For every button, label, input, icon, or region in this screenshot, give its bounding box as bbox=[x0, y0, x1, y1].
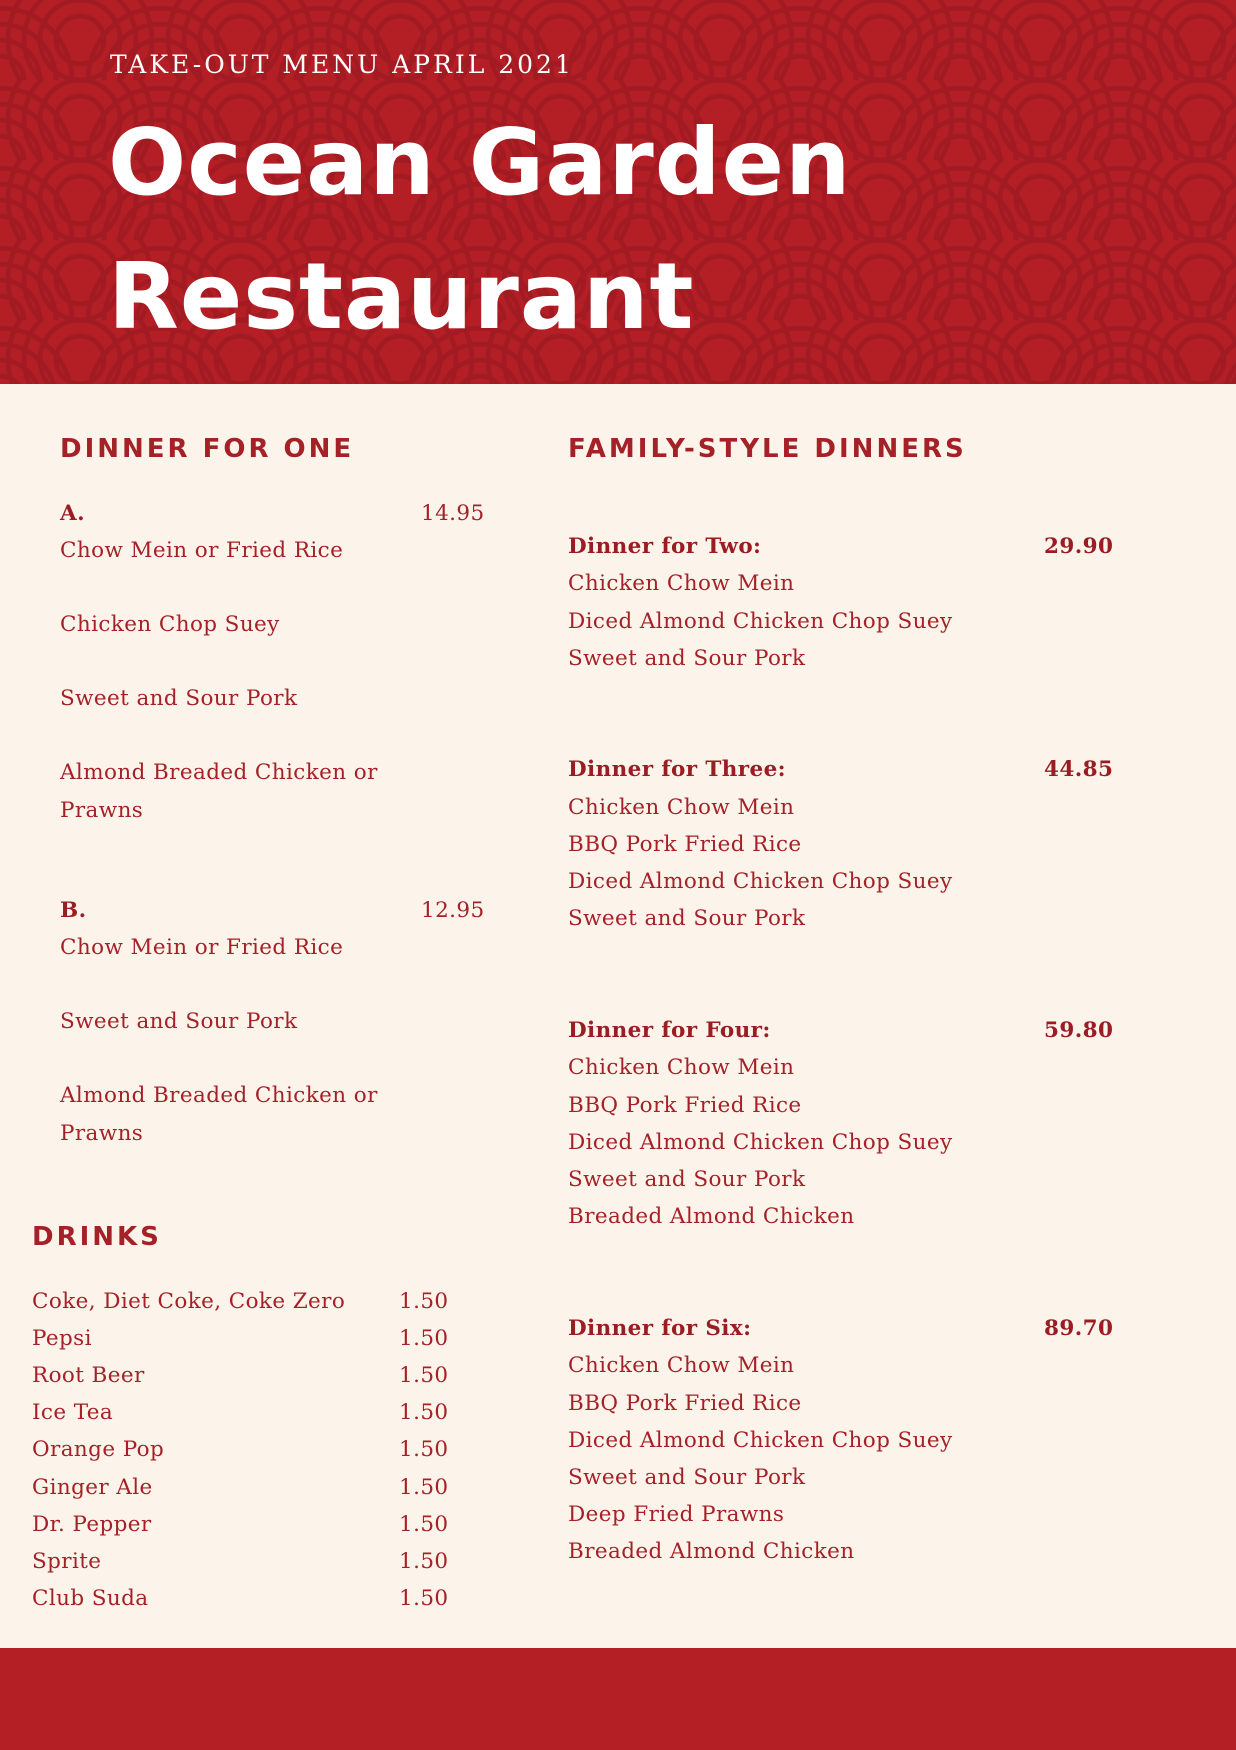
combo-b-price: 12.95 bbox=[421, 898, 485, 923]
dinner-for-six-item: Breaded Almond Chicken bbox=[568, 1539, 855, 1564]
dinner-for-four-label: Dinner for Four: bbox=[568, 1018, 771, 1043]
combo-b-item: Almond Breaded Chicken or bbox=[60, 1083, 378, 1108]
combo-a-price: 14.95 bbox=[421, 501, 485, 526]
dinner-for-six-price: 89.70 bbox=[1044, 1316, 1114, 1341]
dinner-for-six-item: BBQ Pork Fried Rice bbox=[568, 1391, 802, 1416]
restaurant-name-line-1: Ocean Garden bbox=[108, 109, 852, 216]
drink-name: Root Beer bbox=[32, 1363, 145, 1388]
combo-b-item: Sweet and Sour Pork bbox=[60, 1009, 298, 1034]
combo-a-item: Prawns bbox=[60, 798, 144, 823]
dinner-for-two-item: Diced Almond Chicken Chop Suey bbox=[568, 609, 953, 634]
drink-name: Dr. Pepper bbox=[32, 1512, 152, 1537]
dinner-for-one-heading: DINNER FOR ONE bbox=[60, 434, 355, 464]
dinner-for-four-item: Breaded Almond Chicken bbox=[568, 1204, 855, 1229]
drink-name: Ice Tea bbox=[32, 1400, 114, 1425]
drink-price: 1.50 bbox=[399, 1512, 449, 1537]
drink-name: Ginger Ale bbox=[32, 1475, 153, 1500]
dinner-for-four-price: 59.80 bbox=[1044, 1018, 1114, 1043]
drink-price: 1.50 bbox=[399, 1586, 449, 1611]
dinner-for-three-price: 44.85 bbox=[1044, 757, 1114, 782]
drink-price: 1.50 bbox=[399, 1549, 449, 1574]
drink-price: 1.50 bbox=[399, 1437, 449, 1462]
menu-date-subtitle: TAKE-OUT MENU APRIL 2021 bbox=[110, 50, 574, 79]
dinner-for-six-item: Deep Fried Prawns bbox=[568, 1502, 785, 1527]
combo-a-item: Sweet and Sour Pork bbox=[60, 686, 298, 711]
dinner-for-two-item: Chicken Chow Mein bbox=[568, 571, 795, 596]
drink-name: Coke, Diet Coke, Coke Zero bbox=[32, 1289, 346, 1314]
drink-price: 1.50 bbox=[399, 1475, 449, 1500]
drink-name: Pepsi bbox=[32, 1326, 92, 1351]
drink-name: Sprite bbox=[32, 1549, 102, 1574]
dinner-for-three-item: Diced Almond Chicken Chop Suey bbox=[568, 869, 953, 894]
combo-a-item: Almond Breaded Chicken or bbox=[60, 760, 378, 785]
drink-name: Club Suda bbox=[32, 1586, 149, 1611]
drink-name: Orange Pop bbox=[32, 1437, 165, 1462]
restaurant-name-line-2: Restaurant bbox=[108, 243, 695, 350]
combo-a-label: A. bbox=[60, 501, 85, 526]
restaurant-name bbox=[108, 96, 1108, 364]
dinner-for-two-item: Sweet and Sour Pork bbox=[568, 646, 806, 671]
drink-price: 1.50 bbox=[399, 1363, 449, 1388]
dinner-for-three-item: BBQ Pork Fried Rice bbox=[568, 832, 802, 857]
footer-band bbox=[0, 1648, 1236, 1750]
dinner-for-three-label: Dinner for Three: bbox=[568, 757, 787, 782]
dinner-for-two-label: Dinner for Two: bbox=[568, 534, 762, 559]
drink-price: 1.50 bbox=[399, 1400, 449, 1425]
dinner-for-six-item: Chicken Chow Mein bbox=[568, 1353, 795, 1378]
combo-b-item: Prawns bbox=[60, 1121, 144, 1146]
dinner-for-six-label: Dinner for Six: bbox=[568, 1316, 752, 1341]
dinner-for-two-price: 29.90 bbox=[1044, 534, 1114, 559]
dinner-for-six-item: Diced Almond Chicken Chop Suey bbox=[568, 1428, 953, 1453]
combo-a-item: Chow Mein or Fried Rice bbox=[60, 538, 344, 563]
header-banner bbox=[0, 0, 1236, 384]
drinks-heading: DRINKS bbox=[32, 1222, 162, 1252]
dinner-for-four-item: BBQ Pork Fried Rice bbox=[568, 1093, 802, 1118]
dinner-for-three-item: Sweet and Sour Pork bbox=[568, 906, 806, 931]
combo-a-item: Chicken Chop Suey bbox=[60, 612, 280, 637]
dinner-for-three-item: Chicken Chow Mein bbox=[568, 795, 795, 820]
dinner-for-four-item: Diced Almond Chicken Chop Suey bbox=[568, 1130, 953, 1155]
combo-b-item: Chow Mein or Fried Rice bbox=[60, 935, 344, 960]
drink-price: 1.50 bbox=[399, 1289, 449, 1314]
combo-b-label: B. bbox=[60, 898, 87, 923]
dinner-for-six-item: Sweet and Sour Pork bbox=[568, 1465, 806, 1490]
dinner-for-four-item: Chicken Chow Mein bbox=[568, 1055, 795, 1080]
drink-price: 1.50 bbox=[399, 1326, 449, 1351]
family-dinners-heading: FAMILY-STYLE DINNERS bbox=[568, 434, 967, 464]
dinner-for-four-item: Sweet and Sour Pork bbox=[568, 1167, 806, 1192]
